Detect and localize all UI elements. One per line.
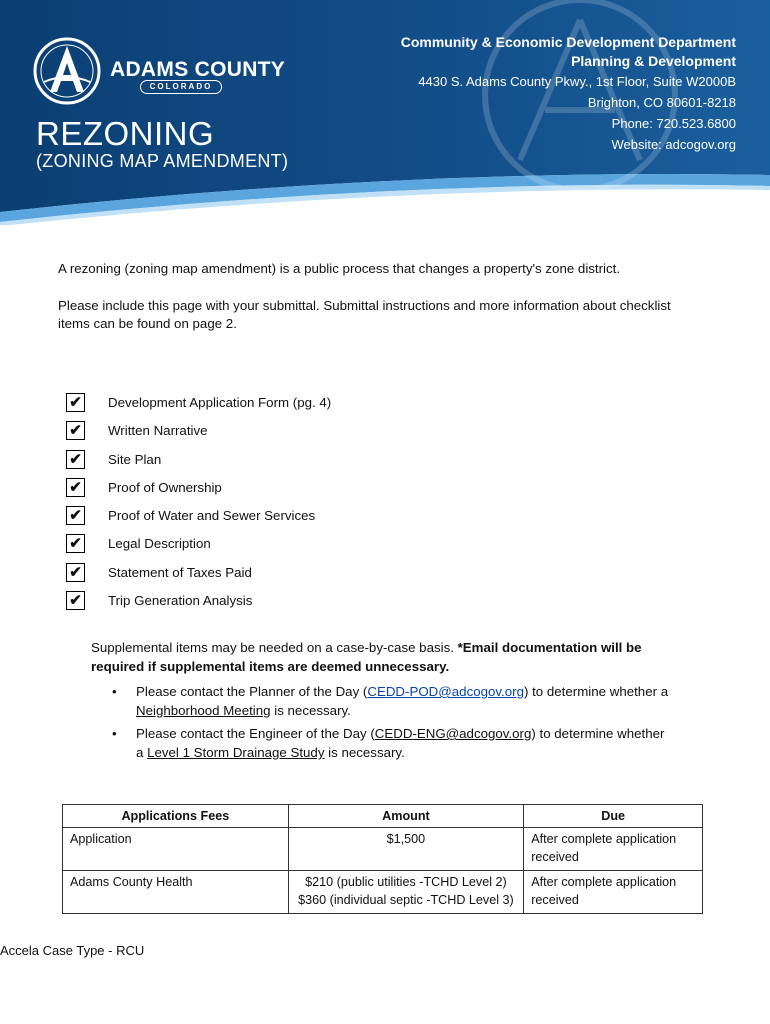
fees-table — [62, 804, 703, 914]
table-header-row — [63, 805, 703, 828]
bullet-text: is necessary. — [324, 745, 405, 760]
bullet-planner — [112, 682, 672, 720]
checklist-label: Statement of Taxes Paid — [108, 564, 252, 580]
checkbox[interactable]: ✔ — [66, 393, 85, 412]
checkbox[interactable]: ✔ — [66, 421, 85, 440]
checkbox[interactable]: ✔ — [66, 450, 85, 469]
bullet-text: Please contact the Engineer of the Day ( — [136, 726, 375, 741]
checklist-label: Written Narrative — [108, 423, 208, 439]
bullet-dot: • — [112, 684, 117, 699]
neighborhood-meeting-link[interactable]: Neighborhood Meeting — [136, 703, 271, 718]
page-title: REZONING — [36, 115, 215, 152]
checklist-label: Site Plan — [108, 451, 162, 467]
fee-name: Application — [63, 828, 289, 871]
supplemental-text: Supplemental items may be needed on a case-by-case basis. — [91, 640, 458, 655]
adams-county-logo — [32, 36, 102, 106]
bullet-text: is necessary. — [270, 703, 351, 718]
checklist-label: Trip Generation Analysis — [108, 593, 253, 609]
bullet-dot: • — [112, 726, 117, 741]
bullet-engineer — [112, 724, 672, 762]
checklist-label: Development Application Form (pg. 4) — [108, 395, 332, 410]
fee-due: After complete application received — [524, 828, 703, 871]
phone: Phone: 720.523.6800 — [611, 116, 736, 131]
checklist-label: Proof of Water and Sewer Services — [108, 508, 316, 524]
column-header: Applications Fees — [63, 805, 289, 828]
checkbox[interactable]: ✔ — [66, 506, 85, 525]
case-type-footer: Accela Case Type - RCU — [0, 943, 145, 958]
checklist-label: Proof of Ownership — [108, 479, 222, 495]
fee-amount — [288, 828, 524, 871]
checkbox[interactable]: ✔ — [66, 563, 85, 582]
storm-drainage-study-link[interactable]: Level 1 Storm Drainage Study — [147, 745, 325, 760]
checkbox[interactable]: ✔ — [66, 534, 85, 553]
planner-email-link[interactable]: CEDD-POD@adcogov.org — [367, 684, 524, 699]
website[interactable]: Website: adcogov.org — [611, 137, 736, 152]
bullet-text: ) to determine whether a — [136, 726, 665, 760]
fee-amount-line: $1,500 — [386, 832, 426, 846]
table-row — [63, 828, 703, 871]
address: 4430 S. Adams County Pkwy., 1st Floor, Suite W2000B — [418, 74, 736, 89]
bullet-text: Please contact the Planner of the Day ( — [136, 684, 368, 699]
county-state: COLORADO — [140, 80, 222, 94]
column-header: Due — [524, 805, 703, 828]
city: Brighton, CO 80601-8218 — [587, 95, 736, 110]
checkbox[interactable]: ✔ — [66, 478, 85, 497]
table-row — [63, 871, 703, 914]
county-name: ADAMS COUNTY — [110, 58, 286, 81]
checkbox[interactable]: ✔ — [66, 591, 85, 610]
intro-paragraph: A rezoning (zoning map amendment) is a public process that changes a property's zone district. — [58, 261, 621, 276]
bullet-text: ) to determine whether a — [523, 684, 669, 699]
engineer-email-link[interactable]: CEDD-ENG@adcogov.org — [374, 726, 532, 741]
fee-amount — [288, 871, 524, 914]
page-subtitle: (ZONING MAP AMENDMENT) — [36, 151, 289, 171]
fee-amount-line: $360 (individual septic -TCHD Level 3) — [298, 893, 514, 907]
fee-due: After complete application received — [524, 871, 703, 914]
instructions-paragraph: Please include this page with your submittal. Submittal instructions and more information about checklist items can be found on page 2. — [58, 298, 671, 331]
supplemental-bold-note: *Email documentation will be required if supplemental items are deemed unnecessary. — [91, 640, 642, 674]
supplemental-note — [91, 638, 671, 676]
fee-name: Adams County Health — [63, 871, 289, 914]
column-header: Amount — [288, 805, 524, 828]
department-name: Community & Economic Development Department — [400, 34, 736, 50]
division-name: Planning & Development — [571, 53, 736, 69]
checklist-label: Legal Description — [108, 536, 211, 552]
fee-amount-line: $210 (public utilities -TCHD Level 2) — [305, 875, 507, 889]
header-banner — [0, 0, 770, 225]
